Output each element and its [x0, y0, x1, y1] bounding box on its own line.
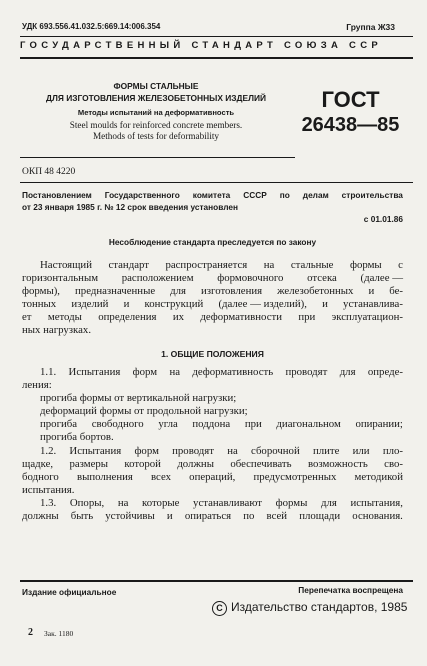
- word: Опоры,: [69, 496, 105, 509]
- udk-code: УДК 693.556.41.032.5:669.14:006.354: [22, 22, 161, 31]
- word: для: [320, 496, 337, 509]
- order-number: Зак. 1180: [44, 629, 74, 638]
- effective-date: с 01.01.86: [363, 214, 403, 224]
- word: которые: [142, 496, 180, 509]
- decree-word: строительства: [341, 190, 403, 200]
- word: испытания,: [350, 496, 403, 509]
- word: распространяется: [165, 259, 248, 271]
- word: формы: [275, 496, 308, 509]
- word: выполнения: [76, 470, 133, 483]
- decree-line-1: [22, 189, 403, 201]
- word: 1.1.: [40, 366, 57, 378]
- word: сво-: [384, 457, 403, 470]
- word: на: [117, 496, 129, 509]
- word: стальные: [290, 259, 334, 271]
- decree-word: делам: [302, 190, 329, 200]
- word: при: [298, 311, 316, 324]
- decree-word: СССР: [243, 190, 267, 200]
- word: основания.: [352, 510, 403, 523]
- word: при: [244, 418, 262, 431]
- word: быть: [70, 510, 94, 523]
- word: ет: [22, 311, 32, 324]
- word: щадке,: [22, 457, 54, 470]
- word: эксплуатацион-: [331, 311, 403, 324]
- word: на: [227, 444, 238, 457]
- okp-code: ОКП 48 4220: [22, 167, 76, 177]
- word: формы: [349, 259, 382, 271]
- word: изделий: [71, 298, 109, 311]
- word: и: [368, 285, 375, 298]
- english-title-2: Methods of tests for deformability: [92, 131, 220, 141]
- word: 1.3.: [40, 496, 57, 509]
- word: формы),: [22, 285, 61, 298]
- word: устанавлива-: [343, 298, 403, 311]
- group-code: Группа Ж33: [346, 22, 395, 32]
- word: бодного: [22, 470, 59, 483]
- word: предусмотренных: [253, 470, 337, 483]
- word: должны: [22, 510, 59, 523]
- text-line: [22, 445, 403, 458]
- word: Испытания: [68, 366, 121, 378]
- text-line: [22, 418, 403, 431]
- word: угла: [158, 418, 178, 431]
- text-line: ных нагрузках.: [22, 324, 92, 337]
- word: изготовления: [201, 285, 263, 298]
- word: возможность: [307, 457, 368, 470]
- footer-rule: [20, 580, 413, 582]
- gost-number: 26438—85: [301, 114, 400, 136]
- title-line-1: ФОРМЫ СТАЛЬНЫЕ: [113, 81, 199, 91]
- word: проводят: [285, 366, 328, 378]
- word: опреде-: [367, 366, 403, 378]
- decree-line-2: от 23 января 1985 г. № 12 срок введения установлен: [22, 202, 239, 212]
- text-line: [22, 311, 403, 324]
- word: всей: [266, 510, 288, 523]
- text-line: деформаций формы от продольной нагрузки;: [40, 405, 248, 418]
- text-line: испытания.: [22, 483, 75, 496]
- word: деформативность: [192, 366, 274, 378]
- word: деформативности: [200, 311, 282, 324]
- word: железобетонных: [277, 285, 354, 298]
- word: устойчивы: [105, 510, 155, 523]
- word: отсека: [307, 272, 337, 285]
- word: операций,: [189, 470, 236, 483]
- decree: [22, 189, 403, 213]
- word: опирании;: [355, 418, 403, 431]
- title-subtitle: Методы испытаний на деформативность: [77, 108, 235, 117]
- word: с: [398, 259, 403, 271]
- word: устанавливают: [193, 496, 262, 509]
- publisher-name: Издательство стандартов, 1985: [231, 600, 408, 614]
- text-line: [22, 298, 403, 311]
- word: горизонтальным: [22, 272, 99, 285]
- word: на: [263, 259, 275, 271]
- word: всех: [151, 470, 172, 483]
- banner-rule: [20, 57, 413, 59]
- text-line: [22, 259, 403, 272]
- title-rule: [20, 157, 295, 158]
- word: должны: [177, 457, 214, 470]
- word: пло-: [382, 444, 403, 457]
- word: и: [166, 510, 173, 523]
- word: 1.2.: [40, 444, 57, 457]
- word: их: [172, 311, 184, 324]
- word: предназначенные: [75, 285, 156, 298]
- word: прогиба: [40, 418, 78, 431]
- title-line-2: ДЛЯ ИЗГОТОВЛЕНИЯ ЖЕЛЕЗОБЕТОННЫХ ИЗДЕЛИЙ: [46, 93, 266, 103]
- word: форм: [132, 366, 158, 378]
- word: конструкций: [144, 298, 204, 311]
- word: площади: [299, 510, 341, 523]
- word: и: [123, 298, 130, 311]
- section-1-body: [22, 366, 403, 523]
- text-line: прогиба формы от вертикальной нагрузки;: [40, 392, 237, 405]
- text-line: прогиба бортов.: [40, 431, 114, 444]
- word: Испытания: [69, 444, 122, 457]
- decree-word: по: [279, 190, 290, 200]
- text-line: [22, 458, 403, 471]
- section-heading: 1. ОБЩИЕ ПОЛОЖЕНИЯ: [161, 349, 264, 359]
- word: поддона: [192, 418, 231, 431]
- word: Настоящий: [40, 259, 92, 271]
- word: (далее —: [360, 272, 403, 285]
- text-line: ления:: [22, 379, 52, 392]
- title-block: [22, 80, 290, 142]
- word: для: [170, 285, 186, 298]
- word: или: [352, 444, 370, 457]
- word: формовочного: [217, 272, 284, 285]
- word: методикой: [354, 470, 403, 483]
- text-line: [22, 497, 403, 510]
- penalty-note: Несоблюдение стандарта преследуется по закону: [108, 237, 317, 247]
- text-line: [22, 366, 403, 379]
- english-title-1: Steel moulds for reinforced concrete members.: [69, 120, 243, 130]
- decree-word: Постановлением: [22, 190, 92, 200]
- word: диагональном: [276, 418, 341, 431]
- word: которой: [124, 457, 161, 470]
- text-line: [22, 272, 403, 285]
- decree-word: Государственного: [104, 190, 180, 200]
- reprint-notice: Перепечатка воспрещена: [298, 585, 403, 595]
- word: (далее — изделий),: [218, 298, 307, 311]
- text-line: [22, 471, 403, 484]
- top-rule: [20, 36, 413, 37]
- word: сборочной: [251, 444, 300, 457]
- text-line: [22, 285, 403, 298]
- word: расположением: [121, 272, 194, 285]
- word: для: [339, 366, 356, 378]
- copyright-icon: C: [212, 601, 227, 616]
- page-number: 2: [28, 627, 33, 638]
- publisher-line: [212, 600, 407, 616]
- word: по: [243, 510, 255, 523]
- word: и: [322, 298, 328, 311]
- decree-word: комитета: [192, 190, 231, 200]
- text-line: [22, 510, 403, 523]
- intro-paragraph: [22, 259, 403, 338]
- okp-rule: [20, 182, 413, 183]
- gost-label: ГОСТ: [321, 87, 380, 112]
- word: проводят: [172, 444, 214, 457]
- word: на: [169, 366, 181, 378]
- word: опираться: [184, 510, 232, 523]
- word: тонных: [22, 298, 57, 311]
- word: размеры: [69, 457, 109, 470]
- word: стандарт: [108, 259, 149, 271]
- word: форм: [134, 444, 159, 457]
- word: плите: [312, 444, 340, 457]
- word: обеспечивать: [230, 457, 292, 470]
- word: бе-: [389, 285, 403, 298]
- word: определения: [98, 311, 157, 324]
- word: методы: [47, 311, 82, 324]
- state-standard-banner: ГОСУДАРСТВЕННЫЙ СТАНДАРТ СОЮЗА ССР: [20, 40, 383, 51]
- official-edition: Издание официальное: [22, 587, 117, 597]
- word: свободного: [91, 418, 144, 431]
